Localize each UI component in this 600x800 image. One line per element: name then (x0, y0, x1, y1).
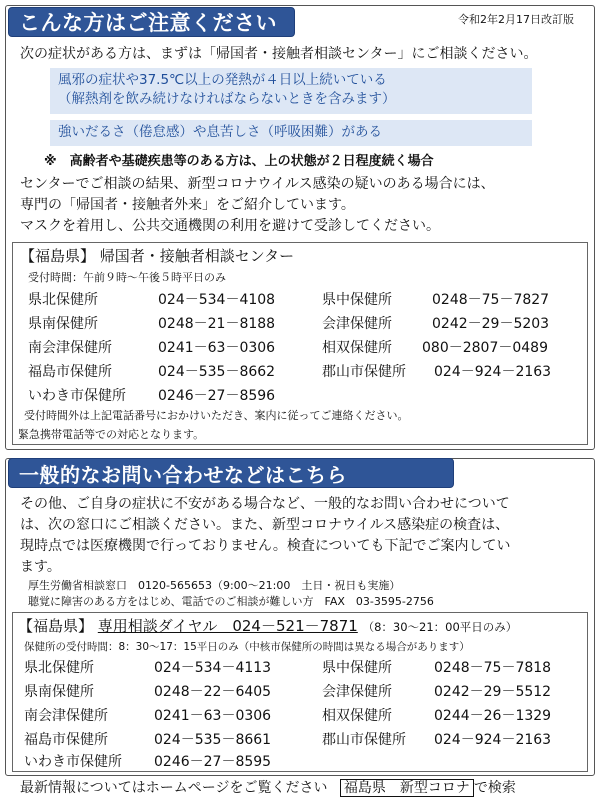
symptom-box-2: 強いだるさ（倦怠感）や息苦しさ（呼吸困難）がある (50, 120, 532, 146)
office-name: 県南保健所 (24, 684, 94, 700)
office-phone[interactable]: 0248－22－6405 (154, 684, 272, 700)
office-phone[interactable]: 0248－75－7818 (434, 660, 552, 676)
section2-title: 一般的なお問い合わせなどはこちら (8, 458, 454, 488)
office-row (322, 290, 549, 310)
para2: マスクを着用し、公共交通機関の利用を避けて受診してください。 (20, 218, 440, 234)
para-line2: は、次の窓口にご相談ください。また、新型コロナウイルス感染症の検査は、 (20, 517, 510, 533)
office-name: 会津保健所 (322, 316, 392, 332)
symptom-box-1 (50, 68, 532, 114)
para1-line1: センターでご相談の結果、新型コロナウイルス感染の疑いのある場合には、 (20, 176, 495, 192)
center-hours: 受付時間：午前９時～午後５時平日のみ (28, 271, 226, 284)
office-name: 郡山市保健所 (322, 364, 406, 380)
mhlw-contact: 厚生労働省相談窓口 0120-565653（9:00～21:00 土日・祝日も実施） (28, 579, 401, 592)
office-name: 南会津保健所 (28, 340, 112, 356)
office-phone[interactable]: 024－535－8661 (154, 732, 272, 748)
section1-para (20, 174, 495, 237)
emergency-note: 緊急携帯電話等での対応となります。 (18, 428, 205, 441)
office-row (28, 386, 275, 406)
office-phone[interactable]: 024－535－8662 (158, 364, 276, 380)
office-phone[interactable]: 024－534－4113 (154, 660, 272, 676)
office-row (322, 682, 551, 702)
office-row (24, 658, 271, 678)
office-name: 福島市保健所 (28, 364, 112, 380)
office-name: 相双保健所 (322, 708, 392, 724)
section2-para (20, 494, 511, 578)
office-name: 福島市保健所 (24, 732, 108, 748)
office-name: 南会津保健所 (24, 708, 108, 724)
para-line1: その他、ご自身の症状に不安がある場合など、一般的なお問い合わせについて (20, 496, 510, 512)
office-name: 会津保健所 (322, 684, 392, 700)
office-phone[interactable]: 0246－27－8596 (158, 388, 276, 404)
footer (20, 779, 516, 798)
center-heading: 【福島県】 帰国者・接触者相談センター (20, 247, 295, 265)
office-phone[interactable]: 024－924－2163 (434, 732, 552, 748)
footer-text: 最新情報についてはホームページをご覧ください (20, 780, 328, 796)
dial-heading (18, 616, 517, 636)
office-phone[interactable]: 024－924－2163 (434, 364, 552, 380)
office-name: 県北保健所 (24, 660, 94, 676)
office-name: 県南保健所 (28, 316, 98, 332)
office-row (28, 314, 275, 334)
office-phone[interactable]: 0242－29－5512 (434, 684, 552, 700)
office-row (24, 752, 271, 772)
office-phone[interactable]: 024－534－4108 (158, 292, 276, 308)
para-line3: 現時点では医療機関で行っておりません。検査についても下記でご案内してい (20, 538, 511, 554)
office-name: 郡山市保健所 (322, 732, 406, 748)
office-row (24, 730, 271, 750)
office-row (24, 682, 271, 702)
office-name: いわき市保健所 (28, 388, 126, 404)
office-name: 県中保健所 (322, 660, 392, 676)
office-hours-note: 保健所の受付時間：8：30～17：15平日のみ（中核市保健所の時間は異なる場合があります） (24, 641, 470, 653)
office-row (28, 338, 275, 358)
fax-contact: 聴覚に障害のある方をはじめ、電話でのご相談が難しい方 FAX 03-3595-2756 (28, 595, 434, 608)
office-row (322, 338, 548, 358)
office-row (322, 706, 551, 726)
office-phone[interactable]: 0241－63－0306 (154, 708, 272, 724)
office-name: いわき市保健所 (24, 754, 122, 770)
office-row (322, 730, 551, 750)
revision-date: 令和2年2月17日改訂版 (458, 13, 574, 26)
office-phone[interactable]: 0244－26－1329 (434, 708, 552, 724)
office-row (322, 314, 549, 334)
symptom1-line2: （解熱剤を飲み続けなければならないときを含みます） (58, 91, 396, 107)
office-row (24, 706, 271, 726)
office-row (28, 362, 275, 382)
office-row (322, 362, 551, 382)
office-phone[interactable]: 0242－29－5203 (432, 316, 550, 332)
dial-pref: 【福島県】 (18, 617, 94, 635)
office-phone[interactable]: 0248－75－7827 (432, 292, 550, 308)
section1-title: こんな方はご注意ください (8, 7, 295, 37)
symptom1-line1: 風邪の症状や37.5℃以上の発熱が４日以上続いている (58, 72, 387, 88)
office-name: 相双保健所 (322, 340, 392, 356)
section1-intro: 次の症状がある方は、まずは「帰国者・接触者相談センター」にご相談ください。 (20, 46, 538, 62)
elderly-note: ※ 高齢者や基礎疾患等のある方は、上の状態が２日程度続く場合 (44, 154, 434, 169)
para-line4: ます。 (20, 559, 61, 575)
office-phone[interactable]: 080－2807－0489 (422, 340, 548, 356)
dial-hours: （8：30～21：00平日のみ） (362, 620, 518, 634)
dial-label[interactable]: 専用相談ダイヤル 024－521－7871 (97, 617, 358, 635)
search-suffix: で検索 (473, 780, 516, 796)
office-phone[interactable]: 0241－63－0306 (158, 340, 276, 356)
office-name: 県中保健所 (322, 292, 392, 308)
office-name: 県北保健所 (28, 292, 98, 308)
office-phone[interactable]: 0246－27－8595 (154, 754, 272, 770)
office-row (28, 290, 275, 310)
para1-line2: 専門の「帰国者・接触者外来」をご紹介しています。 (20, 197, 355, 213)
after-hours-note: 受付時間外は上記電話番号におかけいただき、案内に従ってご連絡ください。 (24, 409, 409, 422)
office-row (322, 658, 551, 678)
office-phone[interactable]: 0248－21－8188 (158, 316, 276, 332)
search-keyword-box[interactable]: 福島県 新型コロナ (340, 779, 474, 797)
